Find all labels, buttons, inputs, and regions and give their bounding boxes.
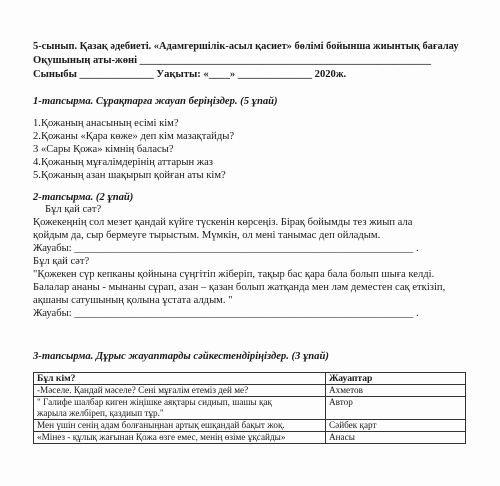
column-header: Бұл кім? (34, 373, 326, 385)
task-2-passage-line: "Қожекен сүр кепканы қойнына сүңгітіп жіберіп, тақыр бас қара бала болып шыға келді. (33, 269, 435, 280)
task-2-question: Бұл қай сәт? (33, 256, 90, 267)
column-header: Жауаптар (326, 373, 466, 385)
quote-cell: -Мәселе. Қандай мәселе? Сені мұғалім етеміз дей ме? (34, 385, 326, 397)
task-1-question: 4.Қожаның мұғалімдерінің аттарын жаз (33, 157, 213, 168)
student-name-line: Оқушының аты-жөні _______________________________________________________ (33, 55, 432, 66)
quote-line: жарыла желбіреп, қаздиып тұр." (37, 408, 164, 418)
task-2-answer-line: Жауабы: ________________________________________________________________ . (33, 243, 419, 254)
task-2-passage-line: Қожекеңнің сол мезет қандай күйге түскенін көрсеңіз. Бірақ бойымды тез жиып ала (33, 217, 413, 228)
answer-cell: Автор (326, 397, 466, 420)
answer-cell: Анасы (326, 432, 466, 444)
task-1-heading: 1-тапсырма. Сұрақтарға жауап беріңіздер. (5 ұпай) (33, 96, 278, 107)
table-header-row (34, 373, 466, 385)
task-2-answer-line: Жауабы: ________________________________________________________________ . (33, 308, 419, 319)
task-2-passage-line: қойдым да, сыр бермеуге тырыстым. Мүмкін, ол мені танымас деп ойладым. (33, 230, 381, 241)
table-row (34, 420, 466, 432)
quote-cell: Мен үшін сенің адам болғаныңнан артық ешқандай бақыт жоқ. (34, 420, 326, 432)
task-2-heading: 2-тапсырма. (2 ұпай) (33, 192, 134, 203)
class-time-line: Сыныбы ______________ Уақыты: «____» ______________ 2020ж. (33, 69, 347, 80)
matching-table (33, 372, 466, 444)
answer-cell: Сәйбек қарт (326, 420, 466, 432)
table-row (34, 432, 466, 444)
quote-cell (34, 397, 326, 420)
task-1-question: 3 «Сары Қожа» кімнің баласы? (33, 144, 174, 155)
table-row (34, 397, 466, 420)
task-2-passage-line: Балалар ананы - мынаны сұрап, азан – қазан болып жатқанда мен ләм деместен сақ еткізіп, (33, 282, 446, 293)
task-1-question: 5.Қожаның азан шақырып қойған аты кім? (33, 170, 226, 181)
quote-line: " Галифе шалбар киген жіңішке аяқтары сидиып, шашы қақ (37, 397, 272, 407)
quote-cell: «Мінез - құлық жағынан Қожа өзге емес, менің өзіме ұқсайды» (34, 432, 326, 444)
answer-cell: Ахметов (326, 385, 466, 397)
task-1-question: 1.Қожаның анасының есімі кім? (33, 118, 179, 129)
table-row (34, 385, 466, 397)
task-2-question: Бұл қай сәт? (45, 204, 102, 215)
header-title: 5-сынып. Қазақ әдебиеті. «Адамгершілік-асыл қасиет» бөлімі бойынша жиынтық бағалау (33, 41, 459, 52)
task-1-question: 2.Қожаны «Қара көже» деп кім мазақтайды? (33, 131, 235, 142)
task-2-passage-line: ақшаны сатушының қолына ұстата алдым. " (33, 295, 233, 306)
task-3-heading: 3-тапсырма. Дұрыс жауаптарды сәйкестендіріңіздер. (3 ұпай) (33, 351, 329, 362)
